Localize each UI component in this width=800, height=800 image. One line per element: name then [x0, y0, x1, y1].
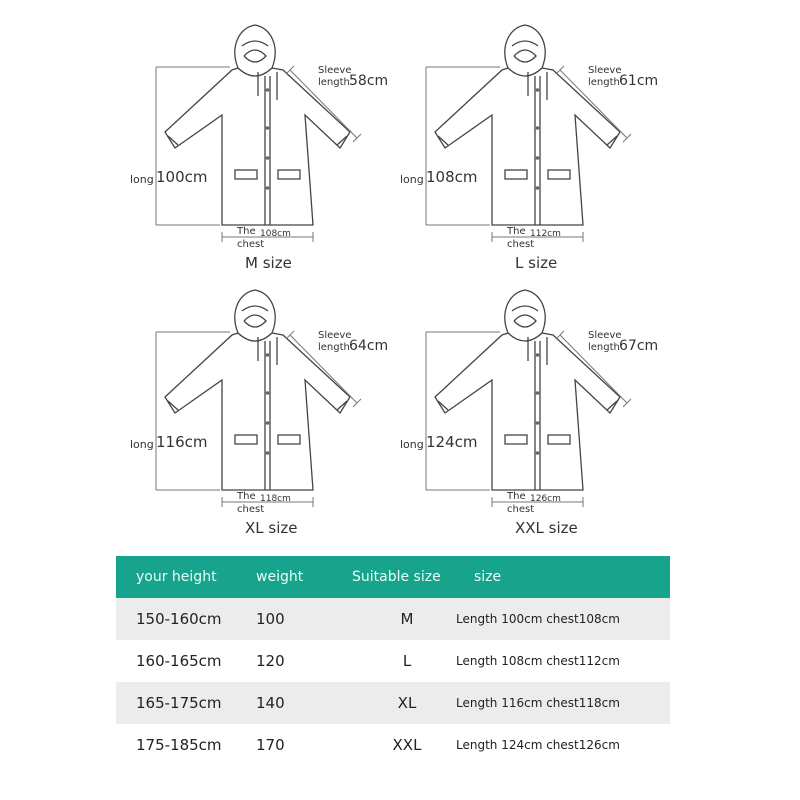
- sleeve-value: 61cm: [619, 73, 659, 89]
- chest-label-2: chest: [237, 239, 265, 250]
- diagram-xxl: [390, 285, 660, 550]
- diagram-xl: [120, 285, 390, 550]
- size-table: [116, 556, 670, 766]
- sleeve-value: 67cm: [619, 338, 659, 354]
- cell-weight: 170: [256, 736, 285, 754]
- cell-weight: 140: [256, 694, 285, 712]
- cell-size: M: [400, 610, 414, 628]
- cell-measurements: Length 124cm chest126cm: [456, 738, 620, 752]
- cell-height: 175-185cm: [136, 736, 222, 754]
- cell-height: 150-160cm: [136, 610, 222, 628]
- sleeve-label: Sleeve: [318, 330, 352, 341]
- size-label: XXL size: [515, 519, 578, 537]
- chest-label: The: [237, 226, 256, 237]
- sleeve-label: Sleeve: [588, 330, 622, 341]
- cell-height: 165-175cm: [136, 694, 222, 712]
- chest-label-2: chest: [507, 239, 535, 250]
- table-row: [116, 724, 670, 766]
- long-value: 124cm: [426, 433, 478, 451]
- long-value: 100cm: [156, 168, 208, 186]
- chest-label-2: chest: [507, 504, 535, 515]
- cell-weight: 120: [256, 652, 285, 670]
- sleeve-label: Sleeve: [318, 65, 352, 76]
- table-row: [116, 598, 670, 640]
- sleeve-label-2: length: [318, 77, 350, 88]
- cell-height: 160-165cm: [136, 652, 222, 670]
- cell-size: XXL: [392, 736, 422, 754]
- chest-label: The: [507, 226, 526, 237]
- long-value: 108cm: [426, 168, 478, 186]
- sleeve-label-2: length: [588, 342, 620, 353]
- chest-label: The: [507, 491, 526, 502]
- cell-weight: 100: [256, 610, 285, 628]
- cell-size: L: [402, 652, 412, 670]
- chest-label: The: [237, 491, 256, 502]
- chest-value: 126cm: [530, 494, 561, 504]
- size-label: M size: [245, 254, 292, 272]
- header-suitable-size: Suitable size: [352, 569, 441, 585]
- sleeve-value: 58cm: [349, 73, 389, 89]
- long-label: long: [400, 173, 424, 186]
- table-row: [116, 682, 670, 724]
- table-header: [116, 556, 670, 598]
- long-value: 116cm: [156, 433, 208, 451]
- diagram-l: [390, 20, 660, 285]
- long-label: long: [130, 173, 154, 186]
- header-size: size: [474, 569, 502, 585]
- sleeve-value: 64cm: [349, 338, 389, 354]
- size-label: L size: [515, 254, 558, 272]
- chest-value: 118cm: [260, 494, 291, 504]
- sleeve-label-2: length: [588, 77, 620, 88]
- sleeve-label-2: length: [318, 342, 350, 353]
- chest-value: 108cm: [260, 229, 291, 239]
- cell-measurements: Length 116cm chest118cm: [456, 696, 620, 710]
- cell-measurements: Length 108cm chest112cm: [456, 654, 620, 668]
- sleeve-label: Sleeve: [588, 65, 622, 76]
- chest-value: 112cm: [530, 229, 561, 239]
- cell-measurements: Length 100cm chest108cm: [456, 612, 620, 626]
- chest-label-2: chest: [237, 504, 265, 515]
- diagram-m: [120, 20, 390, 285]
- header-weight: weight: [256, 569, 304, 585]
- table-row: [116, 640, 670, 682]
- header-height: your height: [136, 569, 217, 585]
- long-label: long: [130, 438, 154, 451]
- size-label: XL size: [245, 519, 298, 537]
- cell-size: XL: [397, 694, 417, 712]
- long-label: long: [400, 438, 424, 451]
